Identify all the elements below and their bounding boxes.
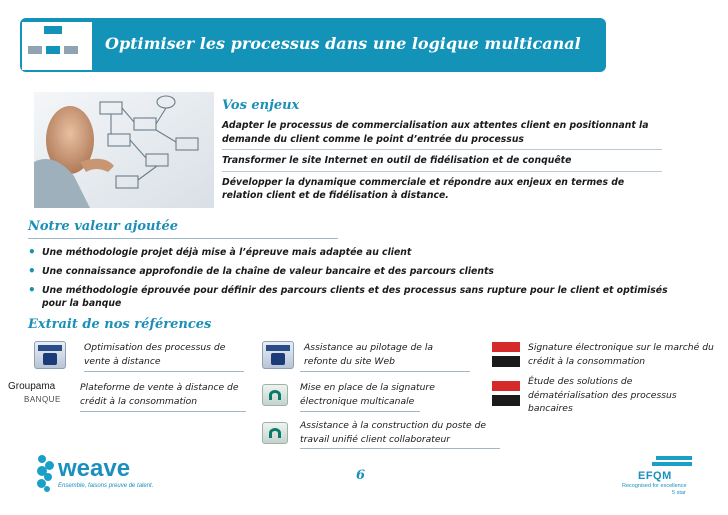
societe-generale-logo-icon (492, 342, 520, 367)
efqm-stars: 5 star (672, 490, 686, 496)
efqm-subtitle: Recognised for excellence (622, 483, 687, 489)
valeur-list (28, 246, 688, 316)
bullet-icon: • (28, 245, 36, 259)
divider (80, 411, 246, 412)
la-banque-postale-logo-icon (34, 341, 66, 369)
divider (84, 371, 244, 372)
credit-agricole-logo-icon (262, 422, 288, 444)
valeur-item: • Une méthodologie projet déjà mise à l’épreuve mais adaptée au client (28, 245, 412, 259)
valeur-item: • Une méthodologie éprouvée pour définir des parcours clients et des processus sans rupture pour le client et optimisés pour la banque (28, 283, 668, 309)
efqm-logo (622, 456, 694, 498)
societe-generale-logo-icon (492, 381, 520, 406)
brand-name: weave (58, 455, 131, 482)
efqm-name: EFQM (638, 470, 672, 482)
divider (300, 448, 500, 449)
enjeux-item: Transformer le site Internet en outil de fidélisation et de conquête (222, 154, 662, 172)
groupama-banque-logo-icon: Groupama BANQUE (8, 381, 61, 404)
reference-item: Assistance à la construction du poste de travail unifié client collaborateur (300, 420, 487, 445)
valeur-item: • Une connaissance approfondie de la chaîne de valeur bancaire et des parcours clients (28, 264, 494, 278)
business-diagram-photo (34, 92, 214, 208)
page-title: Optimiser les processus dans une logique multicanal (105, 34, 581, 53)
bullet-icon: • (28, 283, 36, 297)
divider (28, 238, 338, 239)
divider (300, 411, 420, 412)
enjeux-list (222, 119, 662, 210)
enjeux-heading: Vos enjeux (222, 98, 300, 113)
credit-agricole-logo-icon (262, 384, 288, 406)
reference-item: Étude des solutions de dématérialisation des processus bancaires (528, 376, 677, 414)
bullet-icon: • (28, 264, 36, 278)
brand-tagline: Ensemble, faisons preuve de talent. (58, 483, 154, 489)
enjeux-item: Adapter le processus de commercialisation aux attentes client en positionnant la demande du client comme le point d’entrée du processus (222, 119, 662, 150)
reference-item: Optimisation des processus de vente à distance (84, 342, 226, 367)
enjeux-item: Développer la dynamique commerciale et répondre aux enjeux en termes de relation client et de fidélisation à distance. (222, 176, 625, 202)
page-number: 6 (356, 468, 366, 483)
valeur-heading: Notre valeur ajoutée (28, 219, 179, 234)
reference-item: Mise en place de la signature électronique multicanale (300, 382, 435, 407)
reference-item: Plateforme de vente à distance de crédit à la consommation (80, 382, 239, 407)
la-banque-postale-logo-icon (262, 341, 294, 369)
banner-logo-icon (22, 22, 92, 70)
divider (300, 371, 470, 372)
reference-item: Assistance au pilotage de la refonte du site Web (304, 342, 434, 367)
references-heading: Extrait de nos références (28, 317, 212, 332)
weave-logo (36, 455, 166, 495)
reference-item: Signature électronique sur le marché du crédit à la consommation (528, 342, 714, 367)
